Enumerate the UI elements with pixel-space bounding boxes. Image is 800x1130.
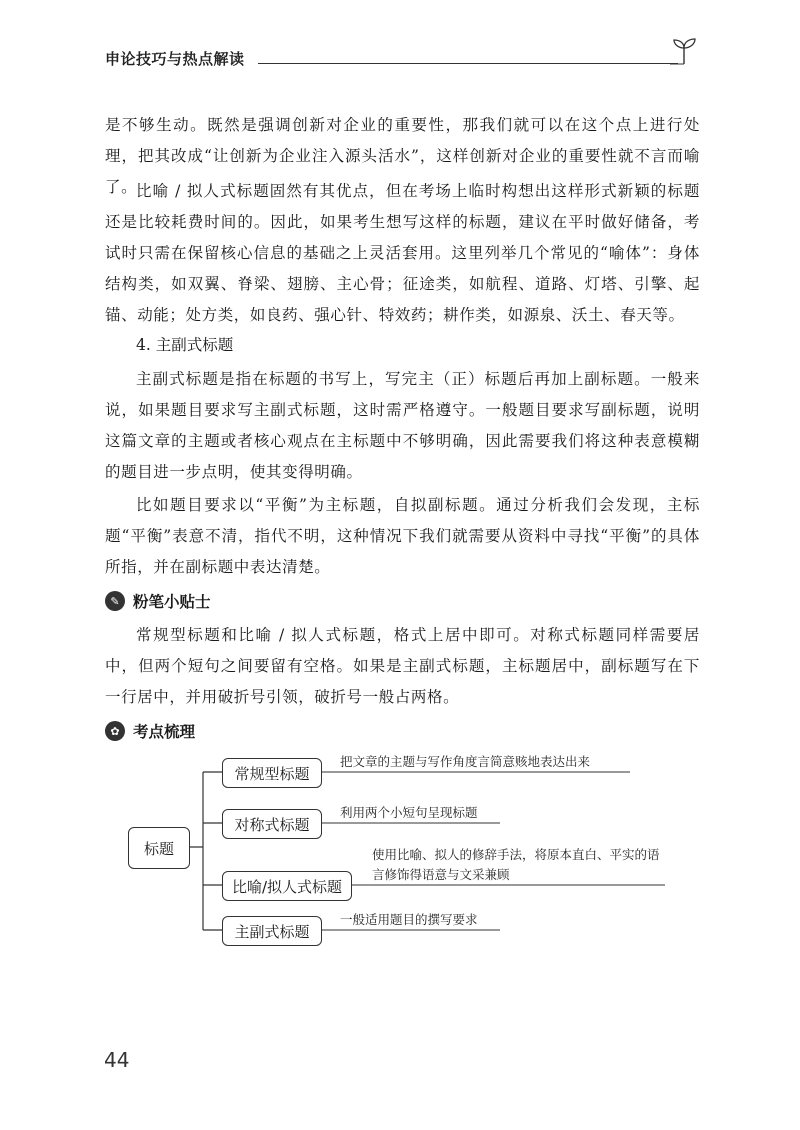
paragraph-3: 主副式标题是指在标题的书写上，写完主（正）标题后再加上副标题。一般来说，如果题目要求写主副式标题，这时需严格遵守。一般题目要求写副标题，说明这篇文章的主题或者核心观点在主标题中不够明确，因此需要我们将这种表意模糊的题目进一步点明，使其变得明确。 bbox=[105, 370, 700, 481]
fenbi-logo-icon: ✎ bbox=[105, 591, 125, 611]
running-header: 申论技巧与热点解读 bbox=[105, 50, 245, 68]
mindmap-desc-main-sub: 一般适用题目的撰写要求 bbox=[340, 912, 478, 927]
mindmap-branch-regular: 常规型标题 bbox=[222, 758, 322, 788]
mindmap-desc-metaphor: 使用比喻、拟人的修辞手法，将原本直白、平实的语言修饰得语意与文采兼顾 bbox=[372, 847, 660, 882]
mindmap-desc-symmetric: 利用两个小短句呈现标题 bbox=[340, 805, 478, 820]
mindmap-desc-regular: 把文章的主题与写作角度言简意赅地表达出来 bbox=[340, 754, 591, 769]
section-heading-4: 4. 主副式标题 bbox=[136, 336, 234, 354]
page-number: 44 bbox=[104, 1048, 130, 1072]
mindmap-branch-main-sub: 主副式标题 bbox=[222, 916, 322, 946]
mindmap-branch-metaphor: 比喻/拟人式标题 bbox=[222, 871, 352, 901]
mindmap-branch-symmetric: 对称式标题 bbox=[222, 809, 322, 839]
review-title: 考点梳理 bbox=[133, 723, 196, 741]
tip-title: 粉笔小贴士 bbox=[133, 593, 211, 611]
paragraph-5: 常规型标题和比喻 / 拟人式标题，格式上居中即可。对称式标题同样需要居中，但两个短句之间要留有空格。如果是主副式标题，主标题居中，副标题写在下一行居中，并用破折号引领，破折号一般占两格。 bbox=[105, 626, 700, 706]
flower-icon: ✿ bbox=[105, 721, 125, 741]
paragraph-1: 是不够生动。既然是强调创新对企业的重要性，那我们就可以在这个点上进行处理，把其改成“让创新为企业注入源头活水”，这样创新对企业的重要性就不言而喻了。 bbox=[105, 116, 700, 196]
mindmap-root: 标题 bbox=[128, 827, 190, 869]
paragraph-2: 比喻 / 拟人式标题固然有其优点，但在考场上临时构想出这样形式新颖的标题还是比较耗费时间的。因此，如果考生想写这样的标题，建议在平时做好储备，考试时只需在保留核心信息的基础之上灵活套用。这里列举几个常见的“喻体”：身体结构类，如双翼、脊梁、翅膀、主心骨；征途类，如航程、道路、灯塔、引擎、起锚、动能；处方类，如良药、强心针、特效药；耕作类，如源泉、沃土、春天等。 bbox=[105, 182, 700, 324]
paragraph-4: 比如题目要求以“平衡”为主标题，自拟副标题。通过分析我们会发现，主标题“平衡”表意不清，指代不明，这种情况下我们就需要从资料中寻找“平衡”的具体所指，并在副标题中表达清楚。 bbox=[105, 496, 700, 576]
